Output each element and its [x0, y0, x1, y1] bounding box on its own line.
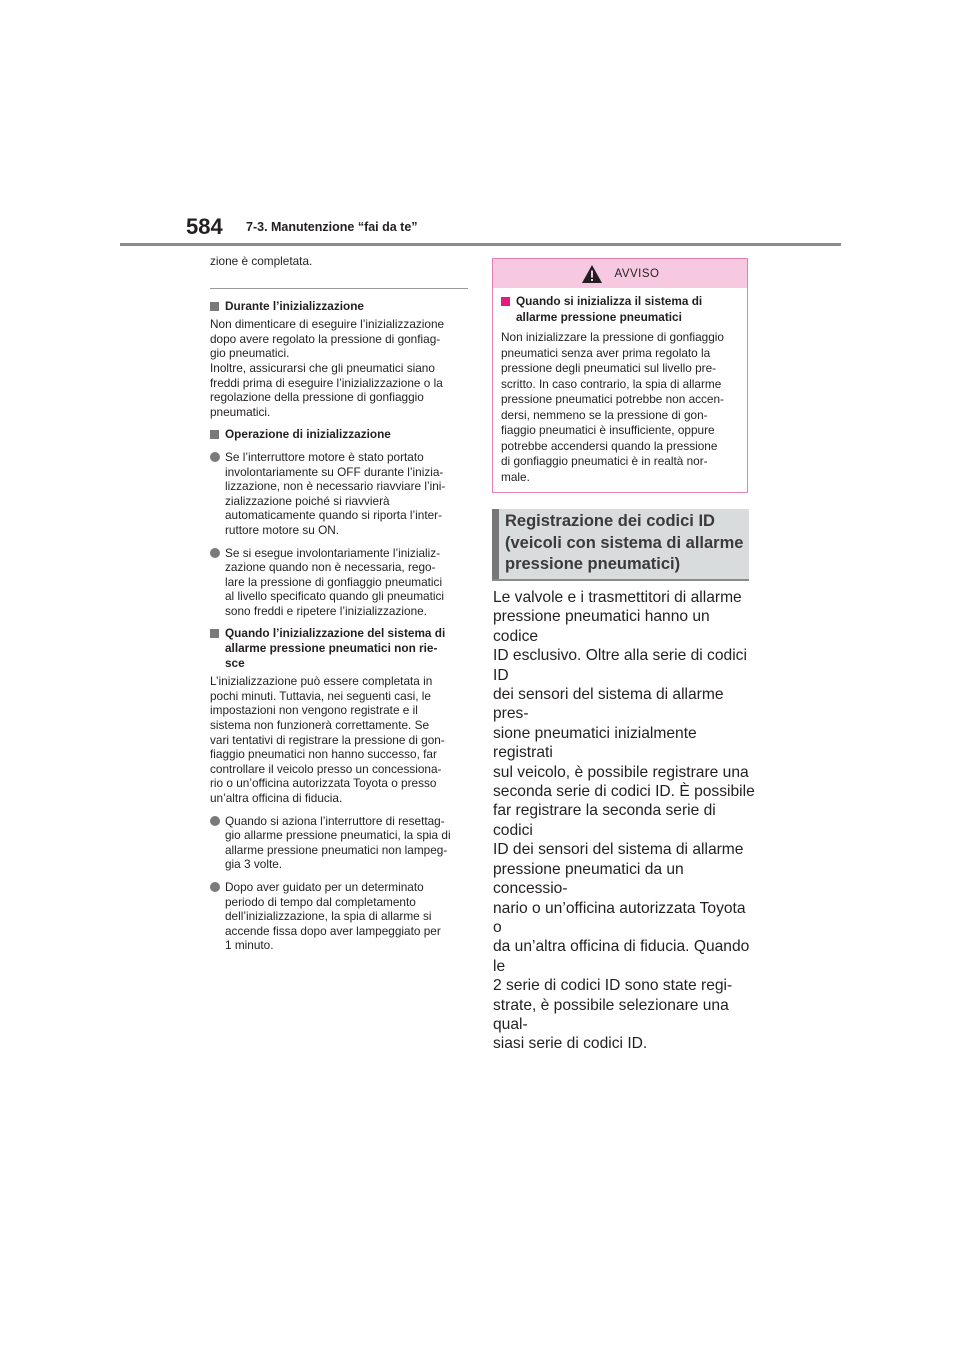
warning-header	[493, 259, 747, 288]
during-text: Non dimenticare di eseguire l’inizializzazione dopo avere regolato la pressione di gonfiag- gio pneumatici. Inoltre, assicurarsi che gli pneumatici siano freddi prima di eseguire l’inizializzazione o la regolazione della pressione di gonfiaggio pneumatici.	[210, 317, 445, 419]
right-column	[493, 588, 755, 1054]
bullet-item: Quando si aziona l’interruttore di resettag- gio allarme pressione pneumatici, la spia di allarme pressione pneumatici non lampeg- gia 3 volte.	[210, 814, 468, 872]
subhead-failure: Quando l’inizializzazione del sistema di allarme pressione pneumatici non rie- sce	[210, 626, 468, 670]
warning-body	[493, 288, 747, 485]
subhead-during-label: Durante l’inizializzazione	[225, 298, 364, 313]
round-bullet-icon	[210, 882, 220, 892]
square-bullet-icon	[210, 629, 219, 638]
registration-text: Le valvole e i trasmettitori di allarme pressione pneumatici hanno un codice ID esclusivo. Oltre alla serie di codici ID dei sensori del sistema di allarme pres- sione pneumatici inizialmente registrati sul veicolo, è possibile registrare una seconda serie di codici ID. È possibile far registrare la seconda serie di codici ID dei sensori del sistema di allarme pressione pneumatici da un concessio- nario o un’officina autorizzata Toyota o da un’altra officina di fiducia. Quando le 2 serie di codici ID sono state regi- strate, è possibile selezionare una qual- siasi serie di codici ID.	[493, 589, 755, 1053]
round-bullet-icon	[210, 816, 220, 826]
subhead-operation	[210, 427, 468, 442]
bullet-item: Se si esegue involontariamente l’inizializ- zazione quando non è necessaria, rego- lare la pressione di gonfiaggio pneumatici al livello specificato quando gli pneumatici sono freddi e ripetere l’inizializzazione.	[210, 546, 468, 619]
subhead-during	[210, 299, 468, 314]
left-column	[210, 254, 468, 961]
page-number: 584	[186, 214, 223, 239]
warning-subhead: Quando si inizializza il sistema di allarme pressione pneumatici	[501, 294, 739, 325]
registration-heading-box	[492, 509, 749, 581]
square-bullet-icon	[210, 302, 219, 311]
bullet-item: Dopo aver guidato per un determinato periodo di tempo dal completamento dell’inizializzazione, la spia di allarme si accende fissa dopo aver lampeggiato per 1 minuto.	[210, 880, 468, 953]
divider	[210, 288, 468, 289]
intro-text: zione è completata.	[210, 254, 313, 268]
square-bullet-icon	[210, 430, 219, 439]
round-bullet-icon	[210, 548, 220, 558]
warning-box	[492, 258, 748, 493]
bullet-item: Se l’interruttore motore è stato portato involontariamente su OFF durante l’inizia- lizzazione, non è necessario riavviare l’ini- zializzazione poiché si riavvierà automaticamente quando si riporta l’inter- ruttore motore su ON.	[210, 450, 468, 538]
round-bullet-icon	[210, 452, 220, 462]
header-rule	[120, 243, 841, 246]
warning-triangle-icon	[581, 264, 603, 284]
failure-text: L’inizializzazione può essere completata in pochi minuti. Tuttavia, nei seguenti casi, le impostazioni non vengono registrate e il sistema non funzionerà correttamente. Se vari tentativi di registrare la pressione di gon- fiaggio pneumatici non hanno successo, far controllare il veicolo presso un concessiona- rio o un’officina autorizzata Toyota o presso un’altra officina di fiducia.	[210, 674, 445, 805]
registration-title: Registrazione dei codici ID (veicoli con sistema di allarme pressione pneumatici)	[505, 512, 744, 573]
heading-bar	[492, 509, 499, 579]
warning-title: AVVISO	[614, 267, 660, 280]
warning-text: Non inizializzare la pressione di gonfiaggio pneumatici senza aver prima regolato la pressione degli pneumatici sul livello pre- scritto. In caso contrario, la spia di allarme pressione pneumatici potrebbe non accen- dersi, nemmeno se la pressione di gon- fiaggio pneumatici è insufficiente, oppure potrebbe accendersi quando la pressione di gonfiaggio pneumatici è in realtà nor- male.	[501, 330, 724, 484]
subhead-operation-label: Operazione di inizializzazione	[225, 427, 391, 442]
square-bullet-icon	[501, 297, 510, 306]
section-title: 7-3. Manutenzione “fai da te”	[246, 220, 418, 234]
